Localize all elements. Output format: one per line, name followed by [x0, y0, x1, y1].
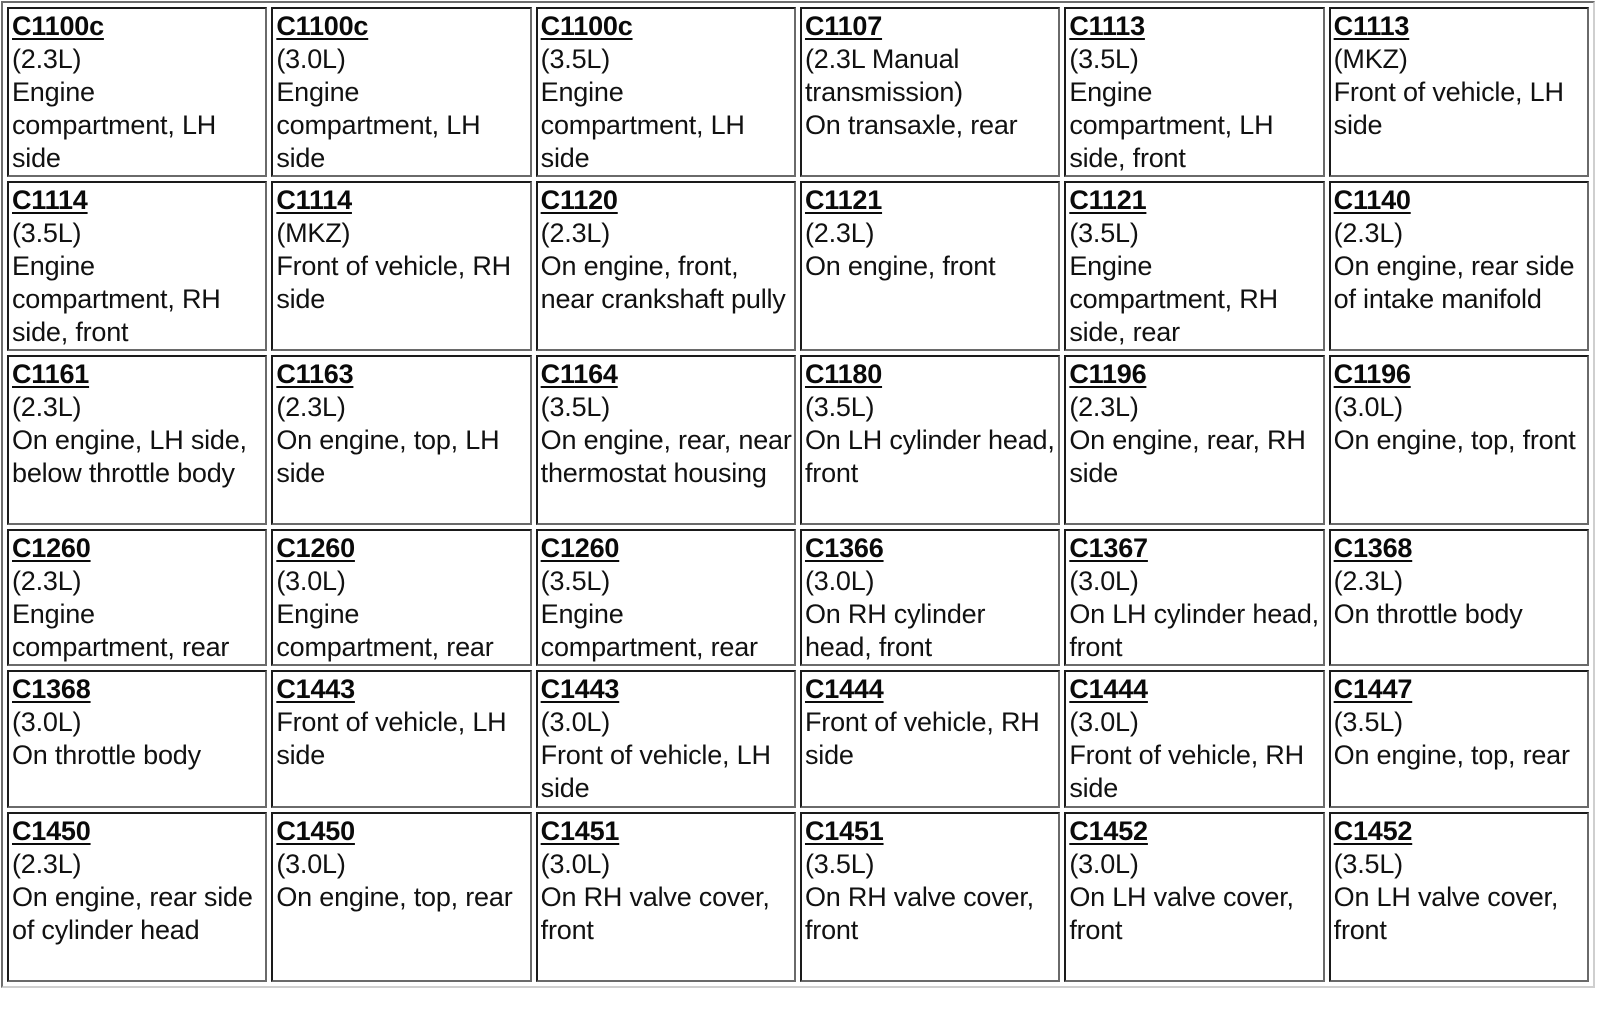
connector-code-link[interactable]: C1163 [276, 359, 354, 389]
connector-cell [1329, 7, 1589, 177]
connector-variant: (3.5L) [1069, 218, 1139, 248]
connector-code-link[interactable]: C1452 [1069, 816, 1148, 846]
connector-cell [271, 670, 531, 808]
connector-cell [271, 529, 531, 666]
connector-variant: (2.3L) [1333, 566, 1403, 596]
connector-location: On engine, rear side of cylinder head [12, 882, 253, 945]
connector-location: Front of vehicle, LH side [1333, 77, 1564, 140]
connector-location: On RH cylinder head, front [804, 599, 986, 662]
connector-location: On engine, front, near crankshaft pully [540, 251, 786, 314]
connector-variant: (3.5L) [540, 44, 610, 74]
connector-code-link[interactable]: C1161 [12, 359, 90, 389]
connector-variant: (2.3L) [1333, 218, 1403, 248]
connector-cell [1329, 529, 1589, 666]
connector-variant: (2.3L) [12, 44, 82, 74]
connector-location: On engine, rear side of intake manifold [1333, 251, 1575, 314]
connector-location: Engine compartment, LH side [12, 77, 217, 173]
connector-variant: (3.5L) [804, 392, 875, 422]
table-row [7, 812, 1589, 982]
connector-location: Front of vehicle, LH side [540, 740, 771, 803]
connector-location: On engine, top, front [1333, 425, 1576, 455]
connector-code-link[interactable]: C1444 [804, 674, 884, 704]
connector-variant: (3.5L) [12, 218, 82, 248]
connector-cell [1329, 355, 1589, 525]
connector-code-link[interactable]: C1450 [276, 816, 355, 846]
connector-code-link[interactable]: C1260 [12, 533, 91, 563]
connector-code-link[interactable]: C1100c [12, 11, 104, 41]
connector-location-table-body [7, 7, 1589, 982]
connector-variant: (3.0L) [276, 44, 346, 74]
connector-cell [1064, 7, 1324, 177]
connector-location: On throttle body [12, 740, 201, 770]
connector-code-link[interactable]: C1196 [1069, 359, 1147, 389]
connector-code-link[interactable]: C1140 [1333, 185, 1411, 215]
connector-cell [800, 670, 1060, 808]
connector-cell [1064, 181, 1324, 351]
connector-variant: (2.3L) [12, 849, 82, 879]
connector-code-link[interactable]: C1100c [540, 11, 633, 41]
connector-location: Engine compartment, LH side [276, 77, 481, 173]
connector-location: Engine compartment, LH side, front [1069, 77, 1274, 173]
connector-code-link[interactable]: C1113 [1333, 11, 1410, 41]
table-row [7, 7, 1589, 177]
connector-code-link[interactable]: C1368 [1333, 533, 1413, 563]
connector-cell [7, 355, 267, 525]
connector-cell [1064, 355, 1324, 525]
connector-code-link[interactable]: C1113 [1069, 11, 1145, 41]
connector-code-link[interactable]: C1443 [276, 674, 355, 704]
connector-variant: (3.5L) [1333, 707, 1403, 737]
connector-location: Engine compartment, rear [12, 599, 230, 662]
connector-variant: (3.5L) [540, 392, 610, 422]
connector-variant: (2.3L) [12, 392, 82, 422]
connector-variant: (2.3L) [540, 218, 610, 248]
connector-variant: (3.0L) [804, 566, 875, 596]
connector-location: On RH valve cover, front [540, 882, 770, 945]
connector-code-link[interactable]: C1450 [12, 816, 91, 846]
connector-cell [1064, 529, 1324, 666]
connector-cell [271, 812, 531, 982]
connector-cell [536, 529, 796, 666]
connector-location: On engine, front [804, 251, 996, 281]
connector-cell [536, 670, 796, 808]
connector-code-link[interactable]: C1114 [12, 185, 88, 215]
connector-location: On engine, LH side, below throttle body [12, 425, 247, 488]
connector-code-link[interactable]: C1114 [276, 185, 352, 215]
connector-code-link[interactable]: C1444 [1069, 674, 1148, 704]
connector-code-link[interactable]: C1447 [1333, 674, 1413, 704]
connector-cell [7, 529, 267, 666]
connector-location: Engine compartment, RH side, front [12, 251, 221, 347]
connector-variant: (3.0L) [540, 707, 610, 737]
connector-location: Front of vehicle, RH side [804, 707, 1040, 770]
connector-location: On LH cylinder head, front [804, 425, 1055, 488]
connector-code-link[interactable]: C1443 [540, 674, 620, 704]
connector-code-link[interactable]: C1107 [804, 11, 883, 41]
connector-location: On LH valve cover, front [1333, 882, 1559, 945]
connector-variant: (3.0L) [12, 707, 82, 737]
connector-code-link[interactable]: C1100c [276, 11, 369, 41]
connector-location: Front of vehicle, RH side [276, 251, 511, 314]
connector-location: On transaxle, rear [804, 110, 1018, 140]
connector-location: On engine, rear, near thermostat housing [540, 425, 792, 488]
connector-variant: (2.3L) [276, 392, 346, 422]
connector-code-link[interactable]: C1367 [1069, 533, 1148, 563]
connector-code-link[interactable]: C1451 [540, 816, 620, 846]
connector-variant: (3.5L) [1069, 44, 1139, 74]
connector-location: Front of vehicle, LH side [276, 707, 507, 770]
connector-location: Engine compartment, LH side [540, 77, 745, 173]
connector-cell [7, 181, 267, 351]
connector-cell [1064, 670, 1324, 808]
connector-variant: (3.0L) [1069, 849, 1139, 879]
connector-location-table [1, 1, 1595, 988]
connector-location: On RH valve cover, front [804, 882, 1034, 945]
connector-code-link[interactable]: C1164 [540, 359, 618, 389]
connector-variant: (2.3L) [12, 566, 82, 596]
connector-cell [1064, 812, 1324, 982]
connector-location: On LH cylinder head, front [1069, 599, 1319, 662]
connector-cell [800, 7, 1060, 177]
connector-cell [1329, 670, 1589, 808]
connector-code-link[interactable]: C1260 [540, 533, 620, 563]
connector-code-link[interactable]: C1366 [804, 533, 884, 563]
connector-location: On engine, top, LH side [276, 425, 500, 488]
connector-cell [536, 181, 796, 351]
table-row [7, 670, 1589, 808]
connector-cell [1329, 812, 1589, 982]
connector-cell [536, 812, 796, 982]
connector-code-link[interactable]: C1121 [1069, 185, 1147, 215]
connector-cell [271, 7, 531, 177]
connector-variant: (3.0L) [540, 849, 610, 879]
connector-variant: (3.0L) [276, 849, 346, 879]
connector-code-link[interactable]: C1121 [804, 185, 883, 215]
table-row [7, 181, 1589, 351]
connector-location: Front of vehicle, RH side [1069, 740, 1304, 803]
connector-variant: (3.0L) [1069, 566, 1139, 596]
connector-cell [800, 529, 1060, 666]
connector-location: Engine compartment, rear [276, 599, 494, 662]
connector-code-link[interactable]: C1120 [540, 185, 618, 215]
connector-cell [271, 355, 531, 525]
connector-cell [7, 670, 267, 808]
connector-cell [800, 355, 1060, 525]
connector-cell [800, 181, 1060, 351]
connector-variant: (3.5L) [1333, 849, 1403, 879]
connector-location: On engine, rear, RH side [1069, 425, 1306, 488]
connector-variant: (3.0L) [1069, 707, 1139, 737]
table-row [7, 529, 1589, 666]
connector-variant: (3.5L) [804, 849, 875, 879]
connector-code-link[interactable]: C1451 [804, 816, 884, 846]
connector-code-link[interactable]: C1260 [276, 533, 355, 563]
connector-code-link[interactable]: C1452 [1333, 816, 1413, 846]
connector-code-link[interactable]: C1368 [12, 674, 91, 704]
connector-variant: (2.3L) [804, 218, 875, 248]
connector-variant: (2.3L Manual transmission) [804, 44, 963, 107]
connector-location: On throttle body [1333, 599, 1523, 629]
connector-location: Engine compartment, rear [540, 599, 758, 662]
connector-cell [1329, 181, 1589, 351]
connector-code-link[interactable]: C1196 [1333, 359, 1411, 389]
connector-cell [536, 7, 796, 177]
connector-location: On LH valve cover, front [1069, 882, 1294, 945]
connector-location: On engine, top, rear [276, 882, 513, 912]
connector-cell [800, 812, 1060, 982]
connector-cell [7, 7, 267, 177]
connector-variant: (2.3L) [1069, 392, 1139, 422]
connector-variant: (3.0L) [276, 566, 346, 596]
connector-variant: (MKZ) [276, 218, 351, 248]
table-row [7, 355, 1589, 525]
connector-variant: (3.0L) [1333, 392, 1403, 422]
connector-cell [536, 355, 796, 525]
connector-code-link[interactable]: C1180 [804, 359, 883, 389]
connector-variant: (3.5L) [540, 566, 610, 596]
connector-location: On engine, top, rear [1333, 740, 1570, 770]
connector-location: Engine compartment, RH side, rear [1069, 251, 1278, 347]
connector-cell [7, 812, 267, 982]
connector-variant: (MKZ) [1333, 44, 1408, 74]
connector-cell [271, 181, 531, 351]
